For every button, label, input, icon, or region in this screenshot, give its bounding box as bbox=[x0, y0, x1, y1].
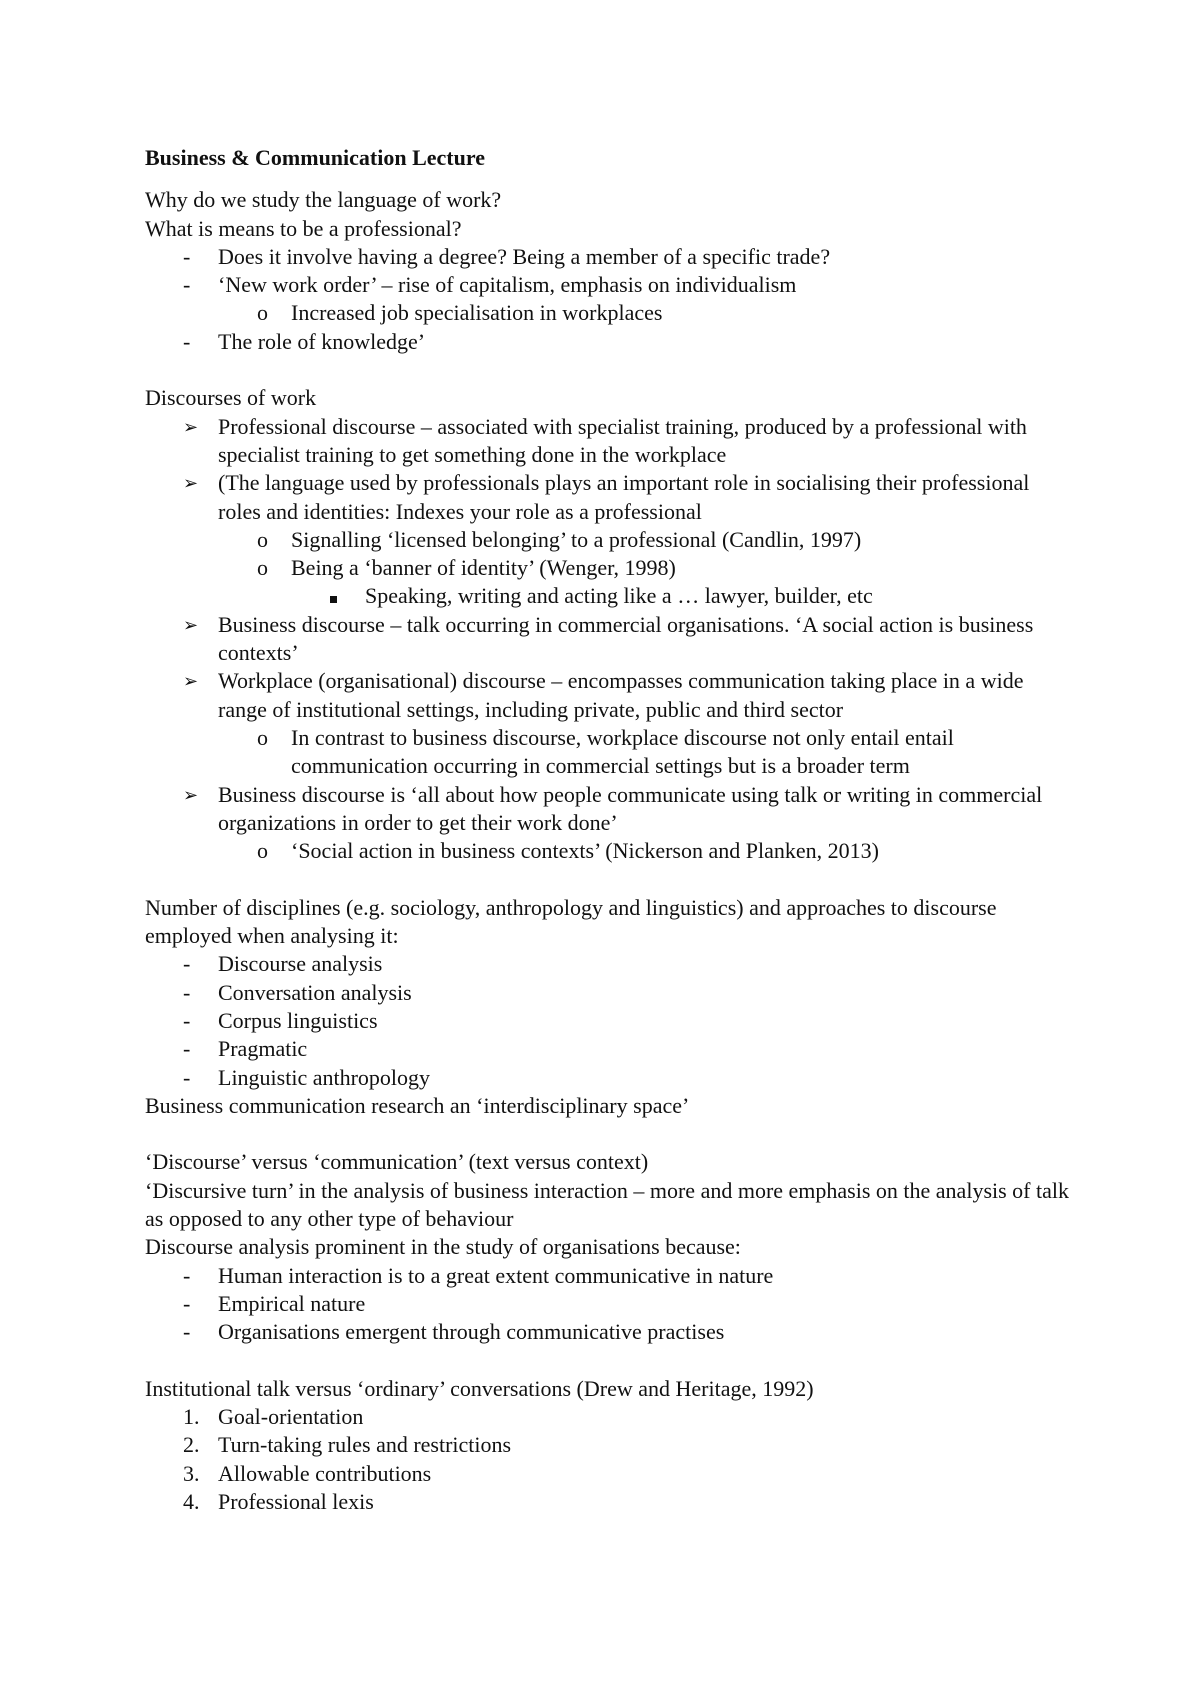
list-item bbox=[145, 1262, 1075, 1290]
list-item-text: Turn-taking rules and restrictions bbox=[218, 1432, 512, 1458]
circle-bullet: o bbox=[257, 526, 268, 552]
list-item-text: Discourse analysis bbox=[218, 951, 383, 977]
list-item bbox=[145, 243, 1075, 271]
circle-bullet: o bbox=[257, 838, 268, 864]
dash-bullet: - bbox=[183, 1007, 191, 1033]
list-item-text: Professional lexis bbox=[218, 1488, 374, 1514]
numbered-item bbox=[145, 1460, 1075, 1488]
list-item bbox=[145, 271, 1075, 299]
list-item-text: The role of knowledge’ bbox=[218, 328, 426, 354]
dash-bullet: - bbox=[183, 979, 191, 1005]
list-item-text: Workplace (organisational) discourse – encompasses communication taking place in a wide range of institutional settings, including private, public and third sector bbox=[218, 668, 1024, 722]
dash-bullet: - bbox=[183, 951, 191, 977]
list-item bbox=[145, 526, 1075, 554]
list-item bbox=[145, 1290, 1075, 1318]
list-item-text: (The language used by professionals plays an important role in socialising their professional roles and identities: Indexes your role as a professional bbox=[218, 470, 1030, 524]
list-item-text: Speaking, writing and acting like a … lawyer, builder, etc bbox=[365, 583, 873, 609]
square-bullet-icon bbox=[330, 582, 337, 610]
arrow-bullet-icon: ➢ bbox=[183, 416, 199, 437]
numbered-item bbox=[145, 1431, 1075, 1459]
list-item-text: ‘New work order’ – rise of capitalism, emphasis on individualism bbox=[218, 272, 797, 298]
list-item-text: Increased job specialisation in workplaces bbox=[291, 300, 663, 326]
dash-bullet: - bbox=[183, 1036, 191, 1062]
document-body bbox=[145, 144, 1075, 1516]
list-item-text: Linguistic anthropology bbox=[218, 1064, 431, 1090]
list-item-text: In contrast to business discourse, workplace discourse not only entail entail communication occurring in commercial settings but is a broader term bbox=[291, 724, 954, 779]
list-item bbox=[145, 1035, 1075, 1063]
list-item bbox=[145, 582, 1075, 610]
list-item bbox=[145, 328, 1075, 356]
list-item bbox=[145, 1318, 1075, 1346]
list-item bbox=[145, 611, 1075, 668]
list-item bbox=[145, 469, 1075, 526]
list-item bbox=[145, 837, 1075, 865]
paragraph: ‘Discourse’ versus ‘communication’ (text versus context) bbox=[145, 1149, 649, 1175]
list-item-text: Allowable contributions bbox=[218, 1460, 432, 1486]
list-item-text: Empirical nature bbox=[218, 1290, 366, 1316]
dash-bullet: - bbox=[183, 1319, 191, 1345]
dash-bullet: - bbox=[183, 272, 191, 298]
spacer bbox=[145, 356, 1075, 384]
list-item-text: Conversation analysis bbox=[218, 979, 412, 1005]
item-number: 2. bbox=[183, 1432, 200, 1458]
list-item bbox=[145, 299, 1075, 327]
list-item bbox=[145, 554, 1075, 582]
list-item-text: Professional discourse – associated with specialist training, produced by a professional with specialist training to get something done in the workplace bbox=[218, 413, 1027, 467]
list-item-text: Organisations emergent through communicative practises bbox=[218, 1319, 725, 1345]
list-item bbox=[145, 724, 1075, 781]
list-item bbox=[145, 413, 1075, 470]
list-item bbox=[145, 950, 1075, 978]
list-item bbox=[145, 979, 1075, 1007]
dash-bullet: - bbox=[183, 1290, 191, 1316]
spacer bbox=[145, 1120, 1075, 1148]
arrow-bullet-icon: ➢ bbox=[183, 473, 199, 494]
list-item-text: Corpus linguistics bbox=[218, 1007, 378, 1033]
circle-bullet: o bbox=[257, 724, 268, 750]
arrow-bullet-icon: ➢ bbox=[183, 614, 199, 635]
paragraph: Institutional talk versus ‘ordinary’ conversations (Drew and Heritage, 1992) bbox=[145, 1375, 814, 1401]
list-item-text: Human interaction is to a great extent communicative in nature bbox=[218, 1262, 774, 1288]
item-number: 4. bbox=[183, 1488, 200, 1514]
list-item bbox=[145, 781, 1075, 838]
arrow-bullet-icon: ➢ bbox=[183, 784, 199, 805]
numbered-item bbox=[145, 1488, 1075, 1516]
list-item-text: ‘Social action in business contexts’ (Nickerson and Planken, 2013) bbox=[291, 838, 879, 864]
intro-line: What is means to be a professional? bbox=[145, 215, 462, 241]
list-item-text: Goal-orientation bbox=[218, 1404, 364, 1430]
section-heading: Discourses of work bbox=[145, 385, 317, 411]
list-item-text: Being a ‘banner of identity’ (Wenger, 1998) bbox=[291, 555, 676, 581]
list-item-text: Does it involve having a degree? Being a member of a specific trade? bbox=[218, 243, 831, 269]
paragraph: Business communication research an ‘interdisciplinary space’ bbox=[145, 1092, 690, 1118]
list-item-text: Signalling ‘licensed belonging’ to a professional (Candlin, 1997) bbox=[291, 526, 862, 552]
circle-bullet: o bbox=[257, 300, 268, 326]
dash-bullet: - bbox=[183, 328, 191, 354]
list-item bbox=[145, 667, 1075, 724]
numbered-item bbox=[145, 1403, 1075, 1431]
list-item-text: Pragmatic bbox=[218, 1036, 308, 1062]
list-item bbox=[145, 1007, 1075, 1035]
list-item-text: Business discourse – talk occurring in commercial organisations. ‘A social action is business contexts’ bbox=[218, 611, 1034, 666]
paragraph: Number of disciplines (e.g. sociology, anthropology and linguistics) and approaches to discourse employed when analysing it: bbox=[145, 894, 997, 949]
circle-bullet: o bbox=[257, 555, 268, 581]
paragraph: Discourse analysis prominent in the study of organisations because: bbox=[145, 1234, 741, 1260]
spacer bbox=[145, 865, 1075, 893]
list-item bbox=[145, 1064, 1075, 1092]
dash-bullet: - bbox=[183, 243, 191, 269]
document-title: Business & Communication Lecture bbox=[145, 145, 485, 170]
intro-line: Why do we study the language of work? bbox=[145, 187, 502, 213]
paragraph: ‘Discursive turn’ in the analysis of business interaction – more and more emphasis on the analysis of talk as opposed to any other type of behaviour bbox=[145, 1177, 1069, 1231]
item-number: 1. bbox=[183, 1404, 200, 1430]
list-item-text: Business discourse is ‘all about how people communicate using talk or writing in commercial organizations in order to get their work done’ bbox=[218, 781, 1043, 835]
dash-bullet: - bbox=[183, 1064, 191, 1090]
spacer bbox=[145, 1346, 1075, 1374]
item-number: 3. bbox=[183, 1460, 200, 1486]
dash-bullet: - bbox=[183, 1262, 191, 1288]
arrow-bullet-icon: ➢ bbox=[183, 671, 199, 692]
